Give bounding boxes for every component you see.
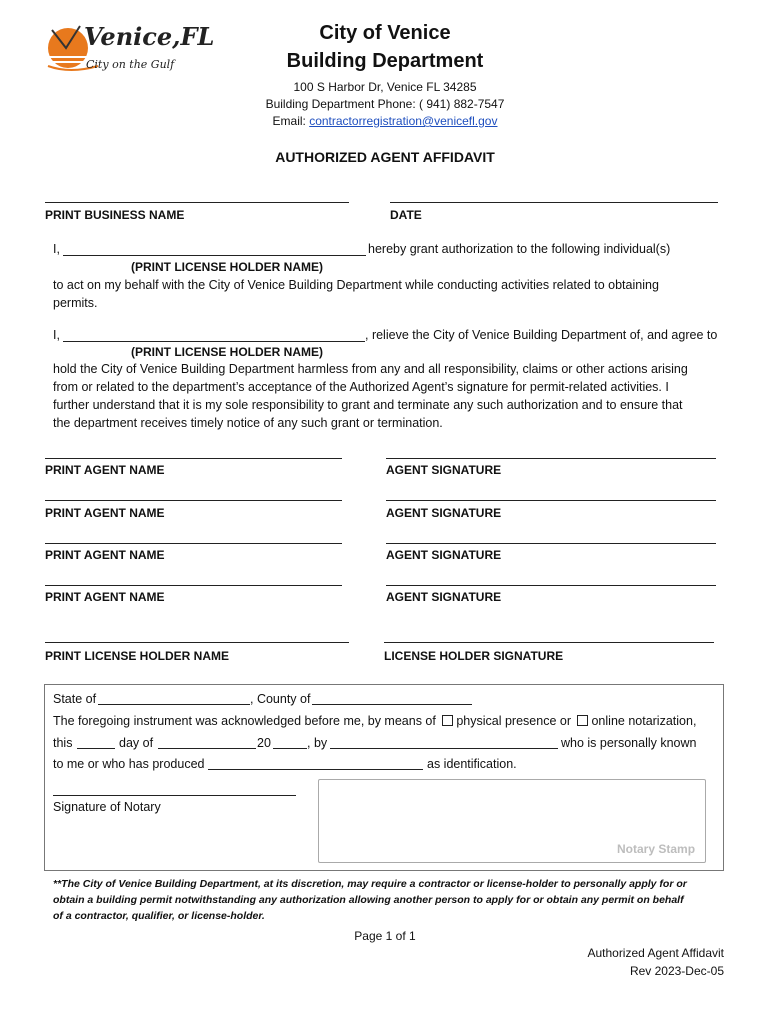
notary-known-label: who is personally known <box>561 736 697 750</box>
logo-tagline: City on the Gulf <box>86 58 175 71</box>
physical-presence-label: physical presence or <box>456 714 571 728</box>
footnote-line1: **The City of Venice Building Department, at its discretion, may require a contractor or license-holder to personally apply for or <box>53 878 687 890</box>
notary-stamp-label: Notary Stamp <box>617 842 696 856</box>
relieve-holder-line[interactable] <box>63 341 365 342</box>
license-holder-signature-label: LICENSE HOLDER SIGNATURE <box>384 649 564 663</box>
footer-doc-name: Authorized Agent Affidavit <box>587 946 724 960</box>
notary-county-line[interactable] <box>312 704 472 705</box>
address: 100 S Harbor Dr, Venice FL 34285 <box>293 80 477 94</box>
notary-state-label: State of <box>53 692 97 706</box>
agent-name-line[interactable] <box>45 458 342 459</box>
notary-day-line[interactable] <box>77 748 115 749</box>
agent-name-line[interactable] <box>45 543 342 544</box>
business-name-label: PRINT BUSINESS NAME <box>45 208 185 222</box>
agent-name-label: PRINT AGENT NAME <box>45 506 165 520</box>
agent-signature-line[interactable] <box>386 543 716 544</box>
form-title: AUTHORIZED AGENT AFFIDAVIT <box>275 149 495 165</box>
email-row <box>0 114 770 128</box>
logo-name: Venice,FL <box>84 22 215 51</box>
date-label: DATE <box>390 208 422 222</box>
notary-produced-label: to me or who has produced <box>53 757 205 771</box>
agent-name-line[interactable] <box>45 585 342 586</box>
physical-presence-checkbox[interactable] <box>442 715 453 726</box>
agent-signature-line[interactable] <box>386 458 716 459</box>
relieve-prefix: I, <box>53 328 60 342</box>
online-notarization-checkbox[interactable] <box>577 715 588 726</box>
agent-signature-label: AGENT SIGNATURE <box>386 463 502 477</box>
grant-prefix: I, <box>53 242 60 256</box>
notary-ack-text: The foregoing instrument was acknowledged before me, by means of <box>53 714 436 728</box>
grant-line2: permits. <box>53 296 98 310</box>
notary-state-line[interactable] <box>98 704 250 705</box>
footer-revision: Rev 2023-Dec-05 <box>629 964 724 978</box>
agent-signature-label: AGENT SIGNATURE <box>386 548 502 562</box>
online-notarization-label: online notarization, <box>591 714 697 728</box>
page-number: Page 1 of 1 <box>354 929 416 943</box>
notary-ack-row <box>53 712 696 730</box>
relieve-holder-label: (PRINT LICENSE HOLDER NAME) <box>131 345 323 359</box>
relieve-line1: hold the City of Venice Building Department harmless from any and all responsibility, claims or other actions arising <box>53 362 688 376</box>
notary-this-label: this <box>53 736 73 750</box>
notary-year-label: 20 <box>257 736 271 750</box>
notary-identification-label: as identification. <box>427 757 517 771</box>
email-label: Email: <box>272 114 306 128</box>
agent-signature-label: AGENT SIGNATURE <box>386 506 502 520</box>
relieve-line2: from or related to the department’s acceptance of the Authorized Agent’s signature for permit-related activities. I <box>53 380 669 394</box>
notary-id-line[interactable] <box>208 769 423 770</box>
notary-by-line[interactable] <box>330 748 558 749</box>
footnote-line3: of a contractor, qualifier, or license-holder. <box>53 910 265 922</box>
grant-suffix: hereby grant authorization to the following individual(s) <box>368 242 671 256</box>
license-holder-signature-line[interactable] <box>384 642 714 643</box>
footnote-line2: obtain a building permit notwithstanding any authorization allowing another person to apply for or obtain any permit on behalf <box>53 894 684 906</box>
agent-name-line[interactable] <box>45 500 342 501</box>
relieve-line3: further understand that it is my sole responsibility to grant and terminate any such authorization and to ensure that <box>53 398 683 412</box>
date-line[interactable] <box>390 202 718 203</box>
agent-signature-line[interactable] <box>386 585 716 586</box>
notary-month-line[interactable] <box>158 748 256 749</box>
city-title: City of Venice <box>319 22 451 44</box>
license-holder-name-line[interactable] <box>45 642 349 643</box>
notary-day-of-label: day of <box>119 736 154 750</box>
license-holder-name-label: PRINT LICENSE HOLDER NAME <box>45 649 230 663</box>
agent-name-label: PRINT AGENT NAME <box>45 590 165 604</box>
department-title: Building Department <box>286 50 484 72</box>
business-name-line[interactable] <box>45 202 349 203</box>
relieve-line4: the department receives timely notice of any such grant or termination. <box>53 416 443 430</box>
agent-name-label: PRINT AGENT NAME <box>45 548 165 562</box>
agent-name-label: PRINT AGENT NAME <box>45 463 165 477</box>
notary-year-line[interactable] <box>273 748 307 749</box>
notary-signature-line[interactable] <box>53 795 296 796</box>
notary-county-label: , County of <box>250 692 311 706</box>
notary-signature-label: Signature of Notary <box>53 800 161 814</box>
agent-signature-line[interactable] <box>386 500 716 501</box>
grant-holder-line[interactable] <box>63 255 366 256</box>
phone: Building Department Phone: ( 941) 882-7547 <box>265 97 505 111</box>
notary-by-label: , by <box>307 736 328 750</box>
grant-line1: to act on my behalf with the City of Venice Building Department while conducting activities related to obtaining <box>53 278 659 292</box>
grant-holder-label: (PRINT LICENSE HOLDER NAME) <box>131 260 323 274</box>
agent-signature-label: AGENT SIGNATURE <box>386 590 502 604</box>
relieve-suffix: , relieve the City of Venice Building Department of, and agree to <box>365 328 718 342</box>
email-link[interactable]: contractorregistration@venicefl.gov <box>309 114 498 128</box>
